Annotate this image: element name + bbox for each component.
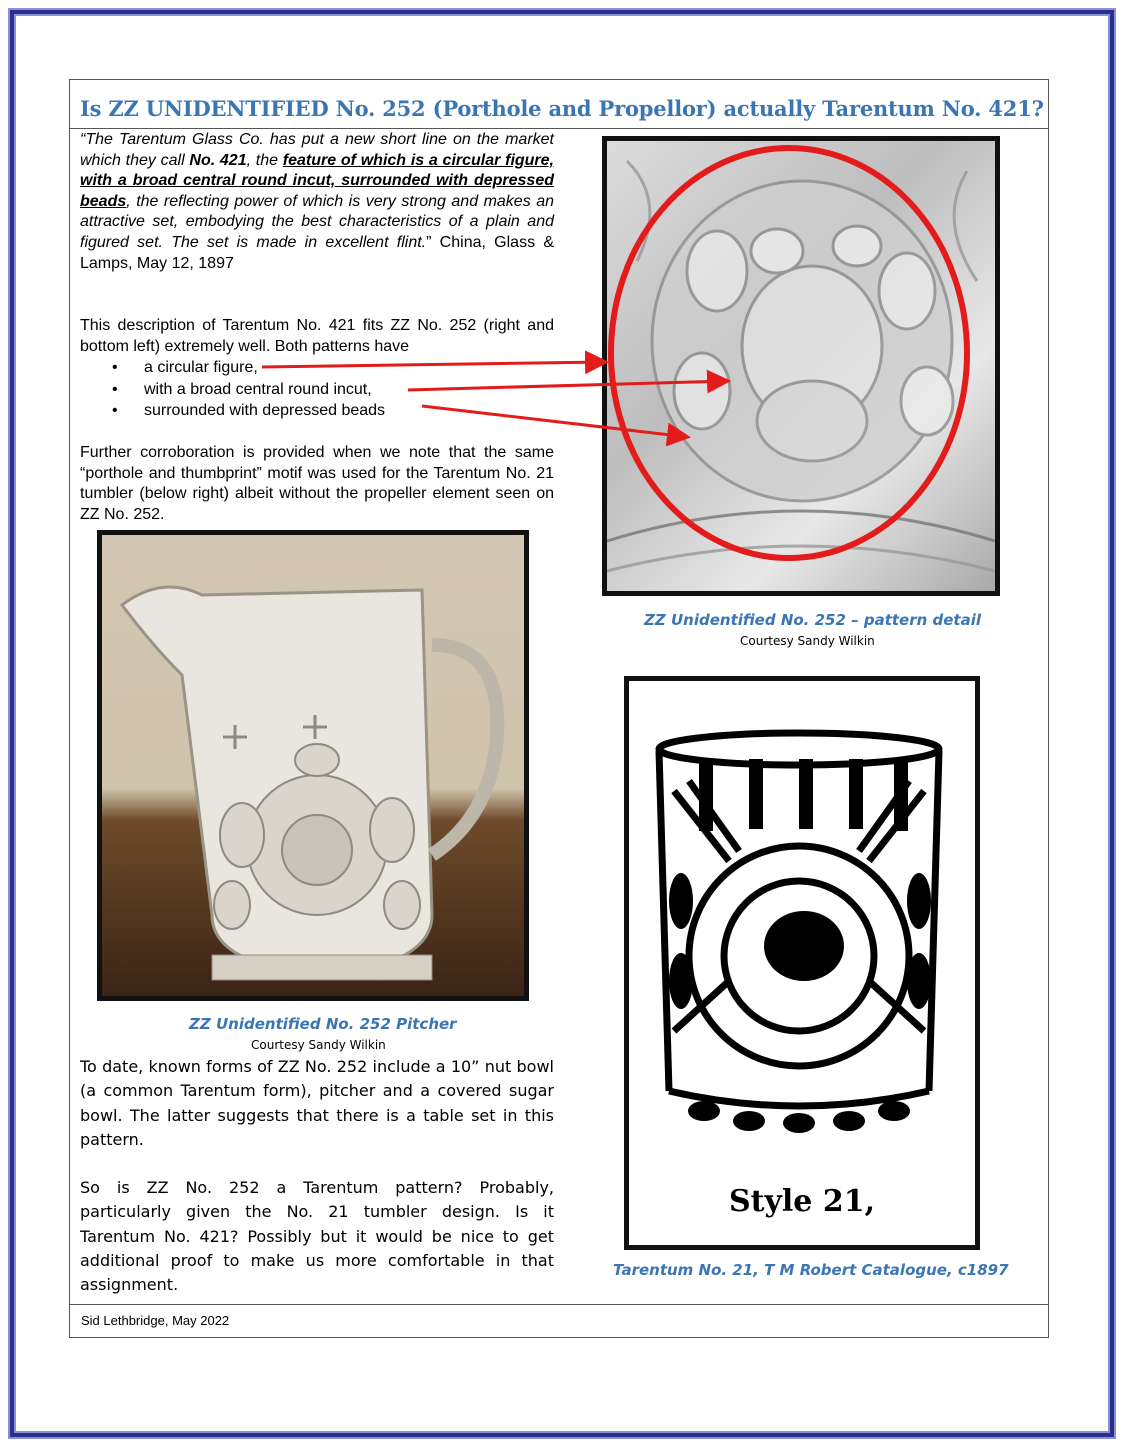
- quote-source: ” China, Glass & Lamps, May 12, 1897: [80, 233, 554, 272]
- footer-divider: [69, 1304, 1049, 1305]
- detail-credit: Courtesy Sandy Wilkin: [740, 634, 875, 648]
- corroboration-paragraph: Further corroboration is provided when we note that the same “porthole and thumbprint” motif was used for the Tarentum No. 21 tumbler (below right) albeit without the propeller element seen on ZZ No. 252.: [80, 444, 554, 523]
- quote-mid: , the: [246, 151, 283, 169]
- catalog-caption: Tarentum No. 21, T M Robert Catalogue, c1897: [613, 1261, 1009, 1279]
- quote-rest: , the reflecting power of which is very strong and makes an attractive set, embodying the best characteristics of a plain and figured set. The set is made in excellent flint.: [80, 192, 554, 251]
- quote-open: “The Tarentum Glass Co. has put a new short line on the market which they call: [80, 131, 554, 169]
- quote-bold: No. 421: [189, 151, 247, 169]
- description-paragraph: This description of Tarentum No. 421 fits ZZ No. 252 (right and bottom left) extremely well. Both patterns have: [80, 317, 554, 355]
- conclusion-paragraph: So is ZZ No. 252 a Tarentum pattern? Probably, particularly given the No. 21 tumbler design. Is it Tarentum No. 421? Possibly but it would be nice to get additional proof to make us more comfortable in that assignment.: [80, 1178, 554, 1295]
- catalog-illustration: [624, 676, 980, 1250]
- page-title: Is ZZ UNIDENTIFIED No. 252 (Porthole and Propellor) actually Tarentum No. 421?: [80, 96, 1044, 121]
- list-item: • surrounded with depressed beads: [112, 400, 385, 422]
- pitcher-credit: Courtesy Sandy Wilkin: [251, 1038, 386, 1052]
- catalog-label: Style 21,: [728, 1184, 876, 1219]
- pitcher-caption: ZZ Unidentified No. 252 Pitcher: [189, 1015, 457, 1033]
- pitcher-photo: [97, 530, 529, 1001]
- list-item: • a circular figure,: [112, 357, 385, 379]
- list-item: • with a broad central round incut,: [112, 379, 385, 401]
- quote-underlined: feature of which is a circular figure, with a broad central round incut, surrounded with depressed beads: [80, 151, 555, 210]
- detail-caption: ZZ Unidentified No. 252 – pattern detail: [644, 611, 982, 629]
- forms-paragraph: To date, known forms of ZZ No. 252 include a 10” nut bowl (a common Tarentum form), pitcher and a covered sugar bowl. The latter suggests that there is a table set in this pattern.: [80, 1057, 554, 1149]
- footer-author: Sid Lethbridge, May 2022: [81, 1313, 230, 1328]
